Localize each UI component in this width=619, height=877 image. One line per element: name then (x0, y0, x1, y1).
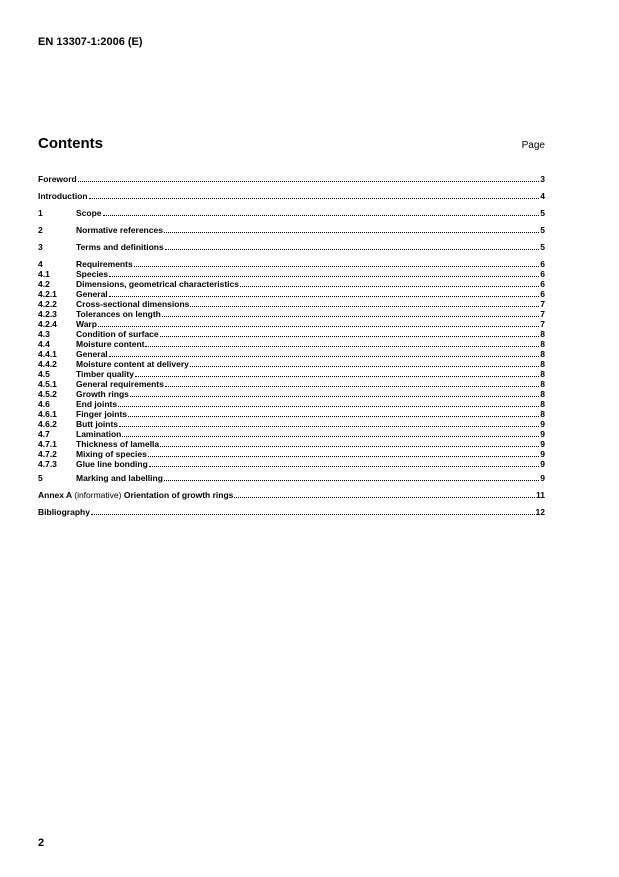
toc-entry-title: Thickness of lamella (76, 439, 160, 449)
dot-leader (165, 249, 540, 250)
toc-entry-number: 4.7 (38, 429, 50, 439)
toc-entry-title (38, 490, 233, 500)
dot-leader (162, 316, 539, 317)
toc-entry-number: 4.2 (38, 279, 50, 289)
toc-entry-page: 9 (540, 459, 545, 469)
toc-entry-title: Requirements (76, 259, 133, 269)
toc-entry-finger-joints[interactable] (38, 409, 545, 419)
dot-leader (98, 326, 539, 327)
dot-leader (89, 198, 540, 199)
dot-leader (240, 286, 539, 287)
toc-entry-number: 4.2.1 (38, 289, 57, 299)
dot-leader (109, 296, 540, 297)
toc-entry-dimensions[interactable] (38, 279, 545, 289)
dot-leader (234, 497, 535, 498)
toc-entry-title: Condition of surface (76, 329, 159, 339)
toc-entry-number: 4.2.3 (38, 309, 57, 319)
toc-entry-title: Warp (76, 319, 97, 329)
dot-leader (128, 416, 539, 417)
toc-entry-growth-rings[interactable] (38, 389, 545, 399)
dot-leader (109, 356, 540, 357)
toc-entry-title: Bibliography (38, 507, 90, 517)
toc-entry-page: 8 (540, 359, 545, 369)
toc-entry-general-requirements[interactable] (38, 379, 545, 389)
dot-leader (103, 215, 540, 216)
toc-entry-title: End joints (76, 399, 118, 409)
toc-entry-moisture-at-delivery[interactable] (38, 359, 545, 369)
toc-entry-number: 4 (38, 259, 43, 269)
toc-entry-number: 4.4.2 (38, 359, 57, 369)
toc-entry-butt-joints[interactable] (38, 419, 545, 429)
toc-entry-marking-and-labelling[interactable] (38, 473, 545, 486)
toc-entry-page: 7 (540, 319, 545, 329)
dot-leader (148, 456, 539, 457)
toc-entry-number: 1 (38, 208, 43, 218)
toc-entry-annex-a[interactable] (38, 490, 545, 503)
toc-entry-title: General (76, 289, 108, 299)
toc-entry-cross-sectional-dimensions[interactable] (38, 299, 545, 309)
dot-leader (165, 386, 539, 387)
toc-entry-page: 6 (540, 279, 545, 289)
toc-entry-page: 8 (540, 389, 545, 399)
toc-entry-page: 8 (540, 409, 545, 419)
toc-entry-timber-quality[interactable] (38, 369, 545, 379)
toc-entry-number: 4.4 (38, 339, 50, 349)
toc-entry-number: 4.2.2 (38, 299, 57, 309)
toc-entry-bibliography[interactable] (38, 507, 545, 520)
toc-entry-requirements[interactable] (38, 259, 545, 269)
dot-leader (118, 406, 539, 407)
toc-entry-glue-line-bonding[interactable] (38, 459, 545, 469)
toc-entry-title: Foreword (38, 174, 77, 184)
toc-entry-number: 4.4.1 (38, 349, 57, 359)
toc-entry-number: 2 (38, 225, 43, 235)
table-of-contents (38, 174, 545, 520)
toc-entry-number: 4.1 (38, 269, 50, 279)
toc-entry-page: 7 (540, 299, 545, 309)
toc-entry-title: Moisture content at delivery (76, 359, 189, 369)
dot-leader (119, 426, 539, 427)
toc-entry-page: 6 (540, 269, 545, 279)
toc-entry-end-joints[interactable] (38, 399, 545, 409)
toc-entry-title: Finger joints (76, 409, 127, 419)
annex-subtitle: Orientation of growth rings (123, 490, 234, 500)
toc-entry-title: Tolerances on length (76, 309, 161, 319)
dot-leader (160, 336, 540, 337)
toc-entry-page: 8 (540, 379, 545, 389)
toc-entry-title: Butt joints (76, 419, 119, 429)
toc-entry-title: Growth rings (76, 389, 129, 399)
toc-entry-number: 3 (38, 242, 43, 252)
document-id-header: EN 13307-1:2006 (E) (38, 36, 143, 48)
toc-entry-page: 9 (540, 419, 545, 429)
toc-entry-title: Marking and labelling (76, 473, 163, 483)
annex-label: Annex A (38, 490, 72, 500)
toc-entry-title: Introduction (38, 191, 88, 201)
toc-entry-page: 11 (536, 490, 545, 500)
toc-entry-thickness-of-lamella[interactable] (38, 439, 545, 449)
toc-entry-moisture-general[interactable] (38, 349, 545, 359)
toc-entry-number: 4.6.2 (38, 419, 57, 429)
page-number: 2 (38, 837, 45, 849)
toc-entry-page: 9 (540, 473, 545, 483)
dot-leader (164, 232, 539, 233)
toc-entry-number: 4.6 (38, 399, 50, 409)
toc-entry-title: General requirements (76, 379, 164, 389)
toc-entry-page: 5 (540, 242, 545, 252)
toc-entry-number: 4.5.1 (38, 379, 57, 389)
dot-leader (145, 346, 539, 347)
toc-entry-page: 12 (535, 507, 545, 517)
toc-entry-number: 4.5 (38, 369, 50, 379)
toc-entry-title: General (76, 349, 108, 359)
toc-entry-title: Glue line bonding (76, 459, 148, 469)
toc-entry-title: Normative references (76, 225, 163, 235)
toc-entry-mixing-of-species[interactable] (38, 449, 545, 459)
toc-entry-title: Species (76, 269, 109, 279)
dot-leader (164, 480, 539, 481)
toc-entry-number: 4.7.2 (38, 449, 57, 459)
toc-entry-page: 9 (540, 439, 545, 449)
toc-entry-page: 5 (540, 208, 545, 218)
toc-entry-dimensions-general[interactable] (38, 289, 545, 299)
dot-leader (130, 396, 539, 397)
dot-leader (135, 376, 539, 377)
toc-entry-number: 4.2.4 (38, 319, 57, 329)
toc-entry-number: 4.6.1 (38, 409, 57, 419)
dot-leader (160, 446, 539, 447)
toc-entry-title: Scope (76, 208, 102, 218)
toc-entry-page: 8 (540, 329, 545, 339)
toc-entry-page: 8 (540, 369, 545, 379)
page-column-label: Page (521, 140, 545, 151)
toc-entry-title: Moisture content (76, 339, 145, 349)
toc-entry-page: 6 (540, 259, 545, 269)
toc-entry-title: Timber quality (76, 369, 134, 379)
toc-entry-page: 5 (540, 225, 545, 235)
toc-entry-normative-references[interactable] (38, 225, 545, 238)
toc-entry-condition-of-surface[interactable] (38, 329, 545, 339)
toc-entry-page: 9 (540, 429, 545, 439)
toc-entry-page: 9 (540, 449, 545, 459)
toc-entry-page: 8 (540, 339, 545, 349)
toc-entry-title: Terms and definitions (76, 242, 164, 252)
toc-entry-terms-and-definitions[interactable] (38, 242, 545, 255)
toc-entry-page: 8 (540, 349, 545, 359)
dot-leader (134, 266, 540, 267)
toc-entry-species[interactable] (38, 269, 545, 279)
toc-entry-number: 4.5.2 (38, 389, 57, 399)
toc-entry-page: 3 (540, 174, 545, 184)
dot-leader (91, 514, 535, 515)
toc-entry-number: 4.7.1 (38, 439, 57, 449)
toc-entry-page: 8 (540, 399, 545, 409)
dot-leader (190, 366, 539, 367)
annex-note: (informative) (74, 490, 122, 500)
dot-leader (149, 466, 539, 467)
toc-entry-warp[interactable] (38, 319, 545, 329)
toc-entry-tolerances-on-length[interactable] (38, 309, 545, 319)
toc-entry-title: Lamination (76, 429, 122, 439)
toc-entry-title: Dimensions, geometrical characteristics (76, 279, 239, 289)
toc-entry-number: 4.3 (38, 329, 50, 339)
toc-entry-lamination[interactable] (38, 429, 545, 439)
toc-entry-page: 6 (540, 289, 545, 299)
toc-entry-title: Cross-sectional dimensions (76, 299, 190, 309)
toc-entry-scope[interactable] (38, 208, 545, 221)
toc-entry-number: 4.7.3 (38, 459, 57, 469)
dot-leader (109, 276, 539, 277)
toc-entry-page: 4 (540, 191, 545, 201)
toc-entry-title: Mixing of species (76, 449, 147, 459)
toc-entry-page: 7 (540, 309, 545, 319)
toc-entry-introduction[interactable] (38, 191, 545, 204)
page-title: Contents (38, 135, 103, 152)
toc-entry-foreword[interactable] (38, 174, 545, 187)
dot-leader (122, 436, 539, 437)
dot-leader (190, 306, 539, 307)
dot-leader (78, 181, 540, 182)
toc-entry-moisture-content[interactable] (38, 339, 545, 349)
toc-entry-number: 5 (38, 473, 43, 483)
